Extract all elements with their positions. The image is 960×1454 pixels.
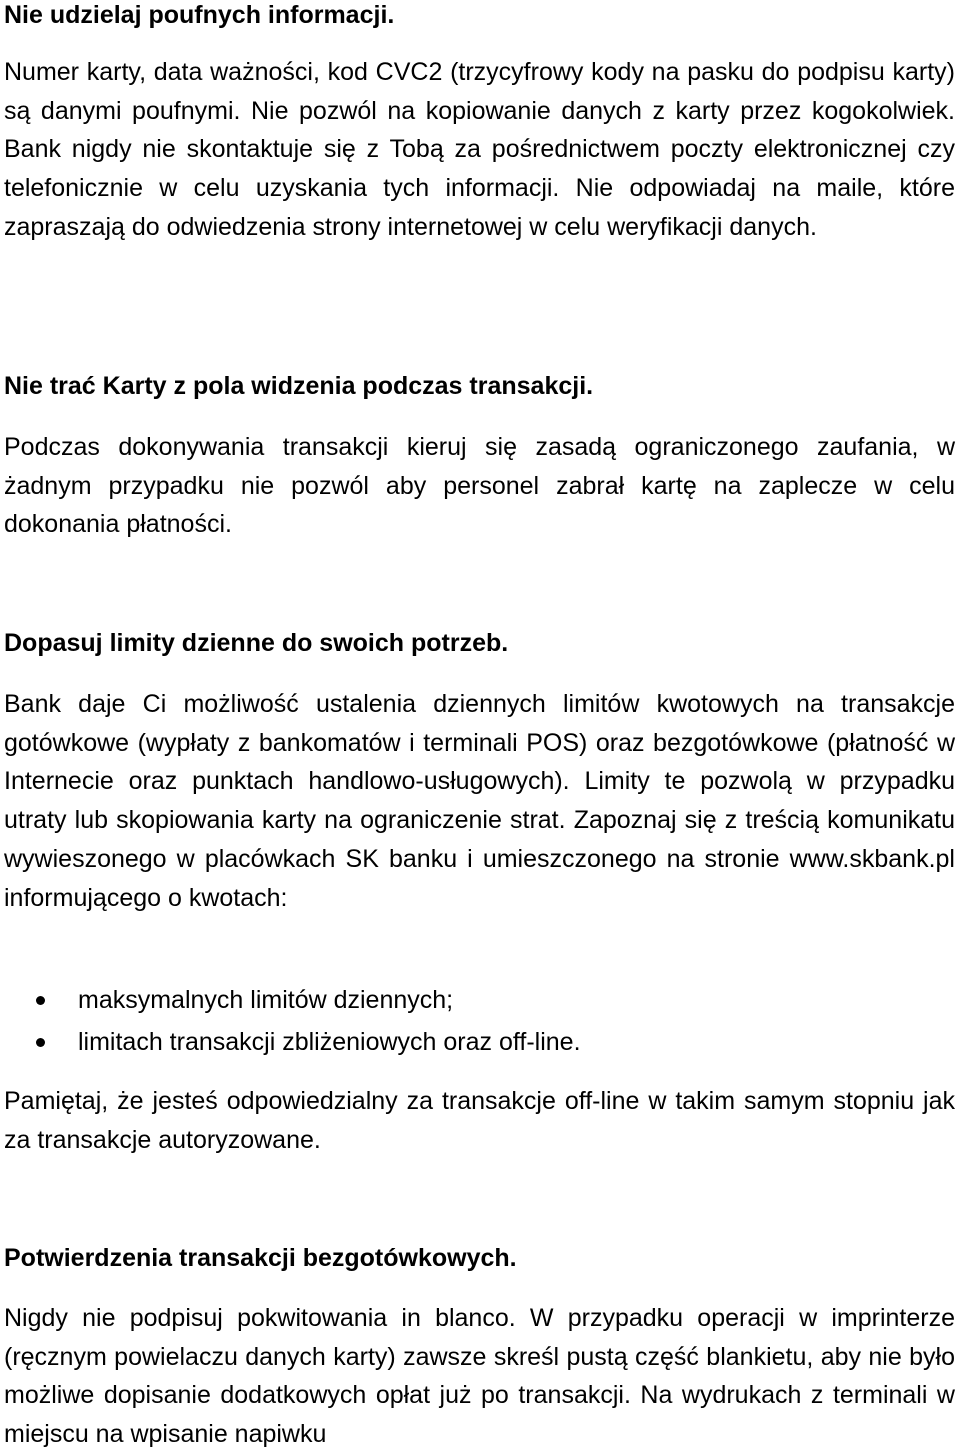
limits-bullet-list bbox=[4, 979, 955, 1063]
section-paragraph-card-visibility: Podczas dokonywania transakcji kieruj się zasadą ograniczonego zaufania, w żadnym przypadku nie pozwól aby personel zabrał kartę na zaplecze w celu dokonania płatności. bbox=[4, 433, 955, 539]
list-item-text: limitach transakcji zbliżeniowych oraz off-line. bbox=[78, 1028, 581, 1056]
list-item bbox=[4, 1021, 955, 1063]
section-heading-card-visibility: Nie trać Karty z pola widzenia podczas transakcji. bbox=[4, 372, 594, 400]
section-paragraph-confidential-info: Numer karty, data ważności, kod CVC2 (trzycyfrowy kody na pasku do podpisu karty) są danymi poufnymi. Nie pozwól na kopiowanie danych z karty przez kogokolwiek. Bank nigdy nie skontaktuje się z Tobą za pośrednictwem poczty elektronicznej czy telefonicznie w celu uzyskania tych informacji. Nie odpowiadaj na maile, które zapraszają do odwiedzenia strony internetowej w celu weryfikacji danych. bbox=[4, 58, 955, 241]
section-paragraph-daily-limits: Bank daje Ci możliwość ustalenia dziennych limitów kwotowych na transakcje gotówkowe (wypłaty z bankomatów i terminali POS) oraz bezgotówkowe (płatność w Internecie oraz punktach handlowo-usługowych). Limity te pozwolą w przypadku utraty lub skopiowania karty na ograniczenie strat. Zapoznaj się z treścią komunikatu wywieszonego w placówkach SK banku i umieszczonego na stronie www.skbank.pl informującego o kwotach: bbox=[4, 690, 955, 912]
list-item-text: maksymalnych limitów dziennych; bbox=[78, 986, 454, 1014]
list-item bbox=[4, 979, 955, 1021]
section-heading-confidential-info: Nie udzielaj poufnych informacji. bbox=[4, 1, 395, 29]
section-heading-transaction-confirmations: Potwierdzenia transakcji bezgotówkowych. bbox=[4, 1244, 517, 1272]
section-heading-daily-limits: Dopasuj limity dzienne do swoich potrzeb. bbox=[4, 629, 509, 657]
bullet-icon bbox=[36, 1038, 45, 1047]
bullet-icon bbox=[36, 996, 45, 1005]
section-paragraph-transaction-confirmations: Nigdy nie podpisuj pokwitowania in blanco. W przypadku operacji w imprinterze (ręcznym powielaczu danych karty) zawsze skreśl pustą część blankietu, aby nie było możliwe dopisanie dodatkowych opłat już po transakcji. Na wydrukach z terminali w miejscu na wpisanie napiwku bbox=[4, 1304, 955, 1449]
section-paragraph-offline-responsibility: Pamiętaj, że jesteś odpowiedzialny za transakcje off-line w takim samym stopniu jak za transakcje autoryzowane. bbox=[4, 1087, 955, 1154]
